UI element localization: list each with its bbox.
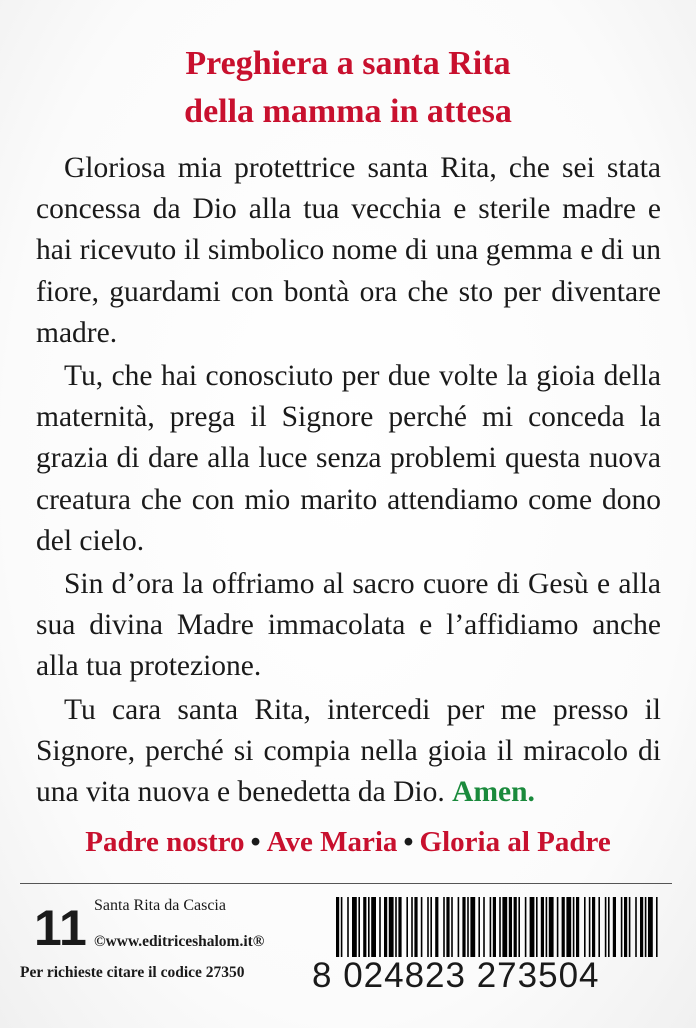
barcode-bar — [467, 897, 469, 957]
title-line-2: della mamma in attesa — [184, 93, 512, 130]
barcode-bar — [411, 897, 413, 957]
barcode-bar — [576, 897, 579, 957]
barcode-bar — [446, 897, 449, 957]
barcode-bar — [451, 897, 453, 957]
barcode-bar — [483, 897, 485, 957]
barcode-bar — [566, 897, 571, 957]
barcode-bar — [640, 897, 643, 957]
barcode-bar — [430, 897, 432, 957]
prayer-text — [36, 148, 661, 815]
barcode-bar — [562, 897, 565, 957]
barcode-bar — [624, 897, 627, 957]
barcode-bar — [499, 897, 501, 957]
barcode-digits: 8 024823 273504 — [312, 956, 600, 995]
barcode-bar — [352, 897, 357, 957]
barcode-bar — [621, 897, 623, 957]
barcode-bar — [645, 897, 647, 957]
barcode-bar — [421, 897, 423, 957]
barcode-bar — [546, 897, 548, 957]
barcode-bar — [336, 897, 339, 957]
barcode-bar — [502, 897, 507, 957]
barcode-bar — [490, 897, 492, 957]
card-number: 11 — [34, 900, 87, 956]
barcode-bar — [541, 897, 544, 957]
prayer-paragraph-4-text: Tu cara santa Rita, intercedi per me presso il Signore, perché si compia nella gioia il miracolo di una vita nuova e benedetta da Dio. — [36, 693, 661, 809]
barcode-bar — [389, 897, 394, 957]
prayer-paragraph-2: Tu, che hai conosciuto per due volte la gioia della maternità, prega il Signore perché mi conceda la grazia di dare alla luce senza problemi questa nuova creatura che con mio marito attendiamo come dono del cielo. — [36, 360, 661, 557]
publisher-website: ©www.editriceshalom.it® — [94, 933, 265, 950]
barcode-bar — [398, 897, 401, 957]
barcode-bar — [368, 897, 370, 957]
barcode-icon — [336, 897, 658, 957]
barcode-bar — [509, 897, 512, 957]
barcode-bar — [598, 897, 600, 957]
barcode-bar — [478, 897, 480, 957]
prayer-gloria: Gloria al Padre — [419, 826, 611, 858]
amen-text: Amen. — [452, 776, 535, 809]
barcode-bar — [656, 897, 658, 957]
barcode-bar — [557, 897, 559, 957]
footer-divider — [20, 883, 672, 884]
barcode-bar — [414, 897, 417, 957]
prayer-padre-nostro: Padre nostro — [85, 826, 245, 858]
barcode-bar — [536, 897, 538, 957]
prayer-paragraph-1: Gloriosa mia protettrice santa Rita, che sei stata concessa da Dio alla tua vecchia e sterile madre e hai ricevuto il simbolico nome di una gemma e di un fiore, guardami con bontà ora che sto per diventare madre. — [36, 152, 661, 349]
barcode-bar — [629, 897, 631, 957]
barcode-bar — [435, 897, 438, 957]
barcode-bar — [493, 897, 496, 957]
barcode-bar — [549, 897, 554, 957]
barcode-bar — [573, 897, 575, 957]
barcode-bar — [458, 897, 460, 957]
prayer-ave-maria: Ave Maria — [266, 826, 398, 858]
barcode-bar — [530, 897, 535, 957]
barcode-bar — [341, 897, 343, 957]
barcode-bar — [462, 897, 465, 957]
barcode-bar — [371, 897, 376, 957]
bullet-separator: • — [250, 826, 261, 858]
barcode-bar — [406, 897, 408, 957]
barcode-bar — [443, 897, 445, 957]
closing-prayers — [0, 822, 696, 862]
bullet-separator: • — [403, 826, 414, 858]
prayer-paragraph-3: Sin d’ora la offriamo al sacro cuore di Gesù e alla sua divina Madre immacolata e l’affidiamo anche alla tua protezione. — [36, 568, 661, 683]
barcode-bar — [525, 897, 527, 957]
prayer-title — [0, 40, 696, 136]
barcode-bar — [347, 897, 349, 957]
barcode-bar — [584, 897, 586, 957]
prayer-paragraph-4 — [36, 690, 661, 814]
product-code-note: Per richieste citare il codice 27350 — [20, 964, 245, 981]
barcode-bar — [648, 897, 653, 957]
barcode-bar — [427, 897, 429, 957]
barcode-bar — [470, 897, 475, 957]
barcode-bar — [518, 897, 520, 957]
barcode-bar — [635, 897, 637, 957]
barcode-bar — [592, 897, 595, 957]
barcode-bar — [363, 897, 366, 957]
barcode-bar — [514, 897, 517, 957]
barcode-bar — [379, 897, 381, 957]
series-name: Santa Rita da Cascia — [94, 897, 226, 914]
title-line-1: Preghiera a santa Rita — [185, 45, 511, 82]
barcode-bar — [605, 897, 607, 957]
barcode-bar — [395, 897, 397, 957]
barcode-bar — [608, 897, 610, 957]
barcode-bar — [613, 897, 616, 957]
barcode-bar — [589, 897, 591, 957]
barcode-bar — [384, 897, 387, 957]
barcode-bar — [358, 897, 360, 957]
